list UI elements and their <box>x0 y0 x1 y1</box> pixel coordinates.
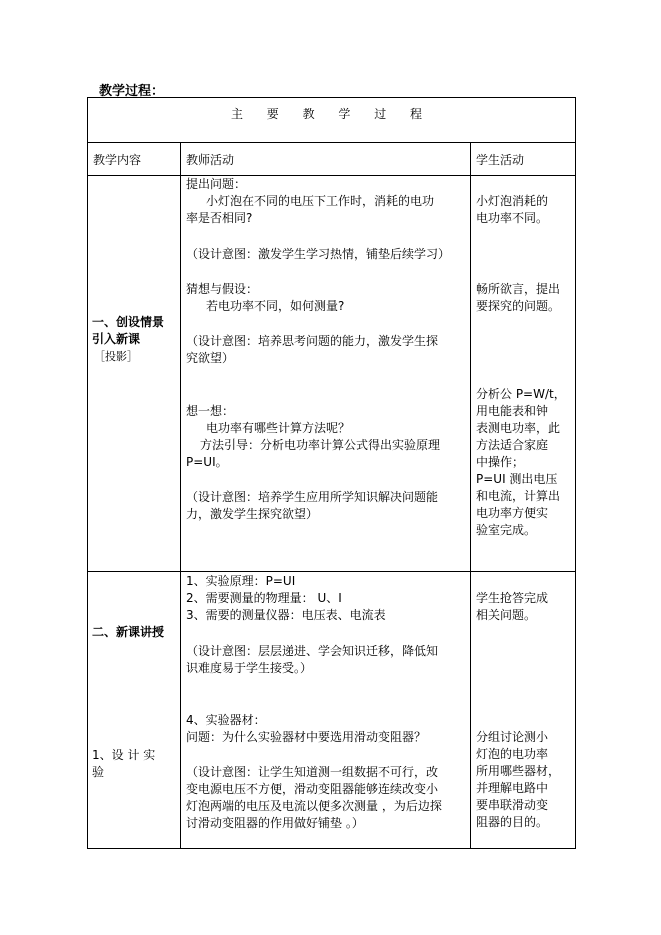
table-title-row <box>88 98 576 143</box>
teaching-process-table <box>87 97 576 849</box>
header-teacher: 教师活动 <box>181 143 471 176</box>
section2-teacher-cell <box>181 572 471 849</box>
text-line: 2、需要测量的物理量： U、I <box>186 591 342 605</box>
section1-subtitle: 引入新课 <box>92 332 141 346</box>
text-line: 方法适合家庭 <box>476 438 549 452</box>
text-line: 学生抢答完成 <box>476 591 549 605</box>
text-line: （设计意图：让学生知道测一组数据不可行，改 <box>186 765 439 779</box>
section1-student-cell <box>471 176 576 572</box>
text-line: 中操作； <box>476 455 525 469</box>
text-line: 识难度易于学生接受。） <box>186 661 313 675</box>
text-line: 想一想： <box>186 404 235 418</box>
text-line: 电功率不同。 <box>476 211 549 225</box>
text-line: 畅所欲言，提出 <box>476 282 561 296</box>
text-line: 电功率方便实 <box>476 506 549 520</box>
text-line: 并理解电路中 <box>476 781 549 795</box>
text-line: 用电能表和钟 <box>476 404 549 418</box>
section2-student-cell <box>471 572 576 849</box>
text-line: 问题：为什么实验器材中要选用滑动变阻器？ <box>186 730 427 744</box>
section2-content-cell <box>88 572 181 849</box>
text-line: （设计意图：培养思考问题的能力，激发学生探 <box>186 334 439 348</box>
section1-title: 一、创设情景 <box>92 315 165 329</box>
text-line: 要串联滑动变 <box>476 798 549 812</box>
text-line: 率是否相同? <box>186 211 253 225</box>
text-line: （设计意图：层层递进、学会知识迁移，降低知 <box>186 644 439 658</box>
text-line: 和电流，计算出 <box>476 489 561 503</box>
section1-teacher-cell <box>181 176 471 572</box>
text-line: P=UI 测出电压 <box>476 472 558 486</box>
section2-title: 二、新课讲授 <box>92 625 165 639</box>
text-line: 相关问题。 <box>476 608 537 622</box>
text-line: P=UI。 <box>186 455 228 469</box>
table-title: 主 要 教 学 过 程 <box>88 98 576 143</box>
text-line: 猜想与假设： <box>186 282 259 296</box>
text-line: 究欲望） <box>186 351 235 365</box>
section1-content-cell <box>88 176 181 572</box>
text-line: 1、实验原理：P=UI <box>186 574 296 588</box>
text-line: 力，激发学生探究欲望） <box>186 507 319 521</box>
text-line: 讨滑动变阻器的作用做好铺垫 。） <box>186 816 364 830</box>
table-row <box>88 176 576 572</box>
text-line: 阻器的目的。 <box>476 815 549 829</box>
text-line: 分组讨论测小 <box>476 730 549 744</box>
text-line: 4、实验器材： <box>186 713 266 727</box>
section2-subtitle: 1、设 计 实 <box>92 748 156 762</box>
text-line: 灯泡的电功率 <box>476 747 549 761</box>
table-header-row <box>88 143 576 176</box>
text-line: 若电功率不同，如何测量? <box>206 299 345 313</box>
text-line: 灯泡两端的电压及电流以便多次测量 ，为后边探 <box>186 799 442 813</box>
section1-note: ［投影］ <box>94 350 138 363</box>
text-line: 电功率有哪些计算方法呢？ <box>206 421 351 435</box>
text-line: 提出问题： <box>186 177 247 191</box>
text-line: 3、需要的测量仪器：电压表、电流表 <box>186 608 386 622</box>
section2-subtitle-cont: 验 <box>92 765 105 779</box>
table-row <box>88 572 576 849</box>
text-line: 分析公 P=W/t， <box>476 387 566 401</box>
text-line: 表测电功率，此 <box>476 421 561 435</box>
header-student: 学生活动 <box>471 143 576 176</box>
text-line: 验室完成。 <box>476 523 537 537</box>
text-line: 方法引导：分析电功率计算公式得出实验原理 <box>200 438 441 452</box>
header-content: 教学内容 <box>88 143 181 176</box>
text-line: 小灯泡消耗的 <box>476 194 549 208</box>
section-heading: 教学过程： <box>99 84 165 99</box>
text-line: 要探究的问题。 <box>476 299 561 313</box>
text-line: （设计意图：激发学生学习热情，铺垫后续学习） <box>186 247 451 261</box>
text-line: （设计意图：培养学生应用所学知识解决问题能 <box>186 490 439 504</box>
text-line: 变电源电压不方便，滑动变阻器能够连续改变小 <box>186 782 439 796</box>
text-line: 所用哪些器材， <box>476 764 561 778</box>
text-line: 小灯泡在不同的电压下工作时，消耗的电功 <box>206 194 435 208</box>
